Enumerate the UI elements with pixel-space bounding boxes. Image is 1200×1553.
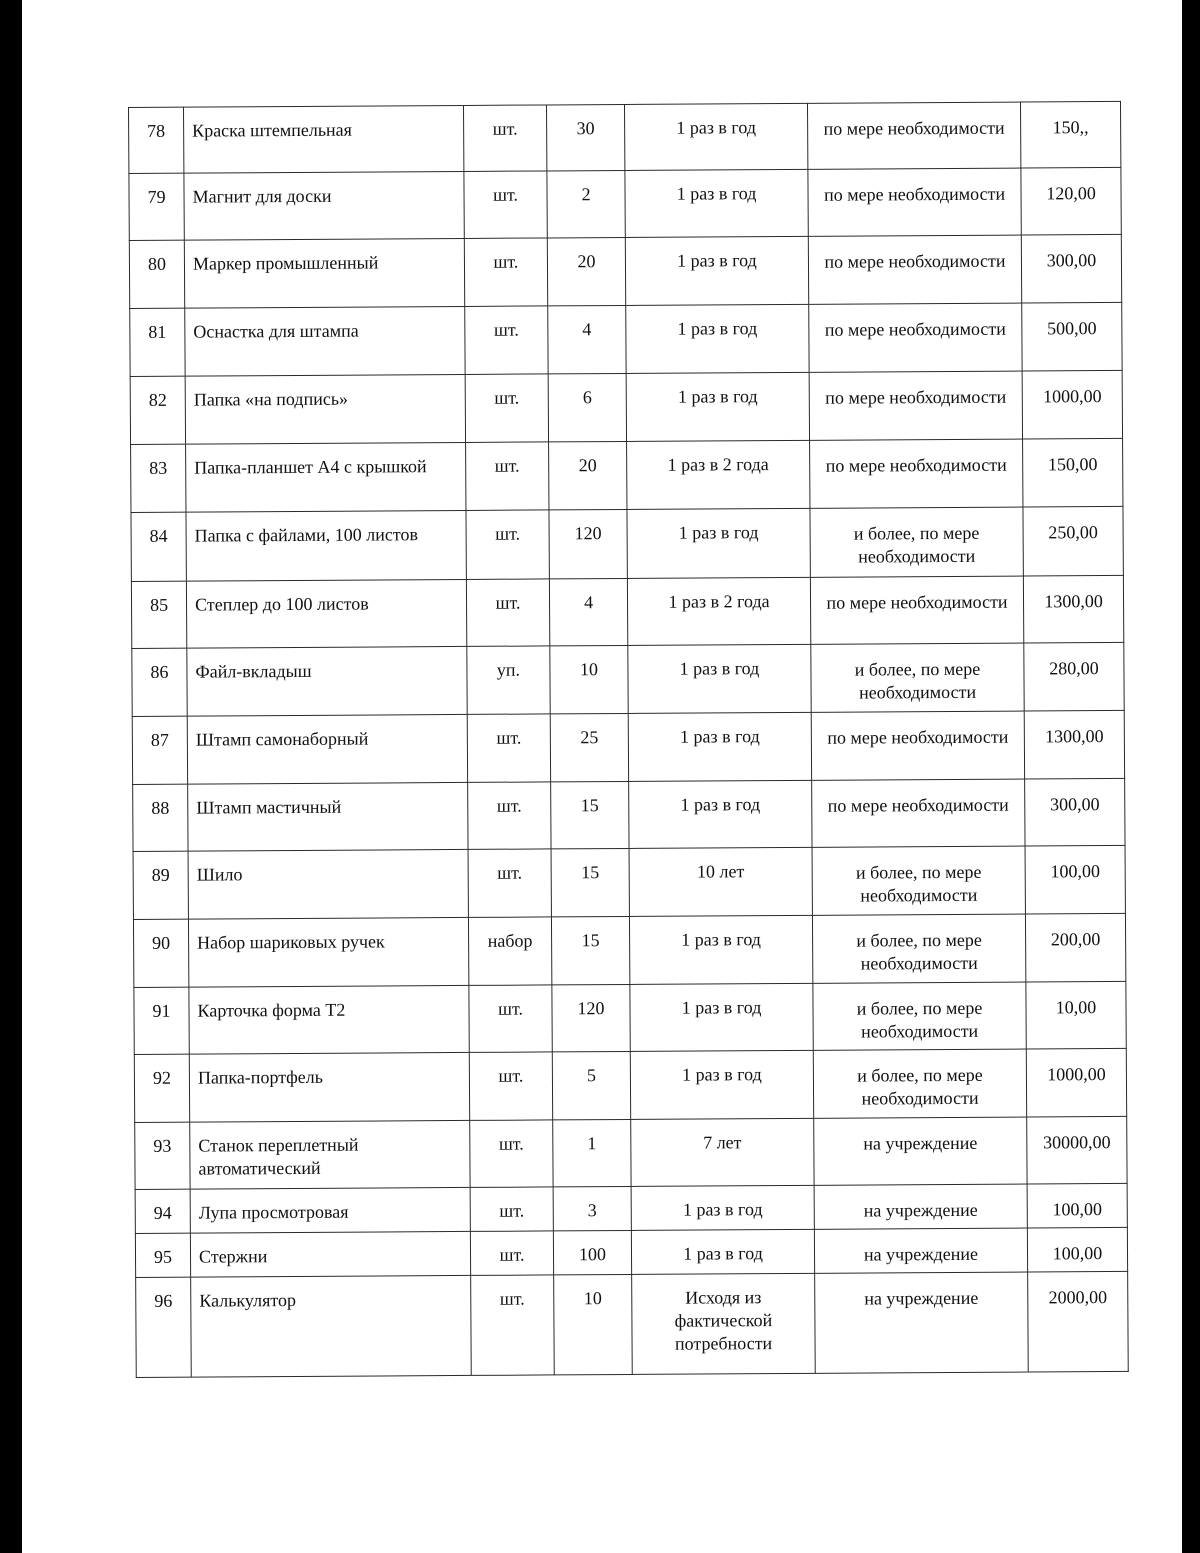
- replacement-period-cell: [627, 440, 810, 509]
- quantity-cell: [553, 1119, 631, 1186]
- price-cell: [1024, 642, 1124, 711]
- unit-cell: [470, 1187, 553, 1232]
- quantity-cell: [551, 781, 629, 848]
- unit-cell-text: шт.: [498, 1065, 524, 1086]
- table-row: [131, 506, 1123, 581]
- item-name-text: Шило: [196, 864, 243, 885]
- replacement-period-cell-text: 1 раз в год: [679, 726, 760, 747]
- table-row: [136, 1271, 1129, 1377]
- item-name: [189, 1052, 469, 1122]
- quantity-cell: [550, 645, 628, 713]
- price-cell: [1025, 913, 1125, 982]
- quantity-cell: [552, 984, 630, 1051]
- price-cell-text: 1300,00: [1045, 726, 1104, 747]
- item-name-text: Калькулятор: [199, 1289, 297, 1311]
- item-name-text: Штамп мастичный: [196, 796, 342, 818]
- quantity-cell: [550, 713, 628, 781]
- item-name: [188, 849, 468, 919]
- quantity-cell-text: 15: [581, 862, 600, 883]
- quantity-cell: [549, 578, 627, 645]
- usage-note-cell: [810, 576, 1023, 644]
- quantity-cell: [548, 305, 626, 373]
- quantity-cell-text: 20: [577, 251, 596, 272]
- usage-note-cell: [815, 1272, 1029, 1373]
- price-cell-text: 100,00: [1052, 1199, 1103, 1220]
- quantity-cell: [554, 1274, 633, 1374]
- row-number: [133, 851, 188, 919]
- table-row: [134, 981, 1126, 1054]
- unit-cell: [466, 579, 549, 647]
- unit-cell: [468, 917, 551, 986]
- item-name: [186, 510, 466, 581]
- price-cell-text: 100,00: [1052, 1243, 1103, 1264]
- unit-cell: [467, 714, 550, 783]
- table-row: [134, 1048, 1126, 1122]
- usage-note-cell-text: на учреждение: [863, 1132, 978, 1154]
- row-number: [134, 987, 189, 1054]
- replacement-period-cell: [630, 1050, 813, 1119]
- usage-note-cell: [810, 439, 1023, 508]
- unit-cell: [468, 849, 551, 918]
- quantity-cell: [551, 848, 629, 916]
- replacement-period-cell-text: 1 раз в год: [676, 183, 757, 204]
- price-cell-text: 120,00: [1046, 183, 1096, 204]
- item-name-text: Папка «на подпись»: [193, 388, 349, 410]
- unit-cell: [467, 646, 550, 715]
- table-row: [135, 1227, 1127, 1277]
- replacement-period-cell: [626, 372, 809, 441]
- usage-note-cell-text: и более, по мере необходимости: [854, 658, 981, 703]
- price-cell: [1025, 845, 1125, 914]
- price-cell-text: 1000,00: [1047, 1064, 1106, 1085]
- usage-note-cell-text: по мере необходимости: [823, 183, 1006, 205]
- item-name-text: Папка с файлами, 100 листов: [194, 524, 419, 546]
- price-cell-text: 300,00: [1046, 250, 1097, 271]
- price-cell: [1023, 575, 1123, 643]
- unit-cell: [463, 105, 546, 172]
- item-name: [190, 1187, 470, 1233]
- replacement-period-cell-text: 1 раз в год: [678, 522, 759, 543]
- row-number: [129, 107, 184, 173]
- usage-note-cell: [807, 102, 1020, 169]
- price-cell-text: 1300,00: [1044, 591, 1103, 612]
- quantity-cell: [546, 104, 624, 170]
- item-name: [188, 782, 468, 851]
- price-cell-text: 250,00: [1048, 522, 1098, 543]
- replacement-period-cell: [631, 1229, 814, 1274]
- row-number-text: 82: [148, 389, 167, 410]
- replacement-period-cell-text: 1 раз в 2 года: [667, 454, 769, 475]
- item-name-text: Папка-портфель: [197, 1066, 323, 1088]
- quantity-cell-text: 5: [586, 1065, 596, 1086]
- table-row: [129, 234, 1121, 308]
- replacement-period-cell-text: 1 раз в год: [679, 658, 760, 679]
- price-cell: [1022, 302, 1122, 371]
- replacement-period-cell-text: 1 раз в год: [682, 1064, 762, 1085]
- unit-cell: [466, 442, 549, 511]
- unit-cell: [471, 1275, 555, 1376]
- table-row: [131, 575, 1123, 648]
- scan-edge-left: [0, 0, 22, 1553]
- unit-cell-text: шт.: [499, 1288, 525, 1309]
- row-number: [129, 240, 184, 308]
- usage-note-cell-text: и более, по мере необходимости: [855, 861, 982, 906]
- replacement-period-cell-text: 1 раз в год: [683, 1243, 763, 1264]
- table-row: [135, 1116, 1127, 1189]
- row-number-text: 84: [149, 525, 168, 546]
- usage-note-cell-text: по мере необходимости: [825, 454, 1007, 476]
- scan-edge-right: [1182, 0, 1200, 1553]
- item-name: [185, 374, 465, 444]
- unit-cell-text: шт.: [499, 1200, 525, 1221]
- item-name: [190, 1231, 470, 1277]
- item-name-text: Стержни: [198, 1246, 268, 1267]
- unit-cell-text: набор: [487, 930, 533, 951]
- item-name-text: Станок переплетный автоматический: [198, 1134, 359, 1179]
- row-number-text: 79: [147, 186, 166, 207]
- item-name-text: Штамп самонаборный: [195, 728, 369, 750]
- quantity-cell-text: 4: [583, 592, 594, 613]
- quantity-cell-text: 120: [574, 523, 602, 544]
- row-number: [130, 376, 185, 444]
- unit-cell-text: шт.: [495, 592, 521, 613]
- item-name: [185, 306, 465, 376]
- table-row: [133, 778, 1125, 851]
- unit-cell-text: шт.: [498, 998, 524, 1019]
- row-number-text: 80: [147, 253, 167, 274]
- replacement-period-cell: [628, 712, 811, 781]
- table-row: [130, 370, 1122, 444]
- quantity-cell-text: 15: [580, 795, 599, 816]
- replacement-period-cell: [629, 847, 812, 916]
- item-name-text: Степлер до 100 листов: [194, 593, 369, 615]
- unit-cell: [469, 1052, 552, 1121]
- row-number-text: 88: [151, 797, 170, 818]
- quantity-cell-text: 10: [579, 659, 599, 680]
- item-name: [184, 238, 464, 308]
- replacement-period-cell: [627, 508, 810, 578]
- usage-note-cell: [813, 982, 1026, 1050]
- replacement-period-cell-text: 10 лет: [696, 861, 745, 882]
- quantity-cell-text: 1: [587, 1133, 597, 1154]
- usage-note-cell: [814, 1228, 1027, 1273]
- item-name-text: Оснастка для штампа: [193, 320, 359, 342]
- usage-note-cell-text: и более, по мере необходимости: [856, 929, 982, 974]
- item-name: [189, 985, 469, 1054]
- usage-note-cell: [814, 1184, 1027, 1229]
- usage-note-cell-text: по мере необходимости: [824, 318, 1006, 340]
- item-name-text: Лупа просмотровая: [198, 1201, 349, 1223]
- usage-note-cell: [814, 1117, 1027, 1185]
- unit-cell-text: шт.: [494, 455, 520, 476]
- quantity-cell-text: 30: [576, 118, 595, 139]
- row-number-text: 78: [147, 120, 166, 141]
- replacement-period-cell-text: 1 раз в год: [680, 794, 761, 815]
- usage-note-cell-text: и более, по мере необходимости: [856, 997, 983, 1042]
- usage-note-cell: [811, 711, 1024, 780]
- price-cell: [1028, 1271, 1129, 1372]
- row-number: [133, 784, 188, 851]
- usage-note-cell-text: на учреждение: [864, 1287, 979, 1309]
- quantity-cell-text: 6: [582, 387, 592, 408]
- price-cell: [1021, 234, 1121, 303]
- item-name: [184, 171, 464, 240]
- quantity-cell: [549, 509, 627, 578]
- usage-note-cell-text: и более, по мере необходимости: [857, 1064, 983, 1109]
- row-number: [135, 1189, 190, 1233]
- row-number: [136, 1277, 192, 1377]
- table-row: [132, 710, 1124, 784]
- unit-cell-text: шт.: [499, 1244, 525, 1265]
- replacement-period-cell: [629, 780, 812, 848]
- quantity-cell-text: 20: [578, 455, 597, 476]
- table-row: [129, 101, 1121, 173]
- quantity-cell-text: 120: [577, 998, 605, 1019]
- usage-note-cell: [808, 168, 1021, 236]
- replacement-period-cell-text: 1 раз в год: [681, 929, 761, 950]
- usage-note-cell-text: по мере необходимости: [824, 250, 1006, 272]
- row-number-text: 94: [153, 1202, 172, 1223]
- unit-cell: [470, 1231, 553, 1276]
- unit-cell: [465, 306, 548, 375]
- replacement-period-cell: [630, 983, 813, 1051]
- row-number-text: 90: [152, 932, 171, 953]
- unit-cell-text: шт.: [496, 727, 522, 748]
- price-cell: [1022, 370, 1122, 439]
- row-number-text: 93: [153, 1135, 172, 1156]
- replacement-period-cell: [627, 577, 810, 645]
- usage-note-cell-text: по мере необходимости: [826, 591, 1008, 613]
- price-cell: [1021, 167, 1121, 235]
- replacement-period-cell: [625, 169, 808, 237]
- item-name-text: Набор шариковых ручек: [197, 931, 385, 953]
- replacement-period-cell: [626, 304, 809, 373]
- price-cell-text: 10,00: [1055, 997, 1097, 1018]
- table-row: [129, 167, 1121, 240]
- item-name: [191, 1275, 472, 1377]
- usage-note-cell: [812, 846, 1025, 915]
- usage-note-cell-text: на учреждение: [863, 1243, 979, 1265]
- replacement-period-cell-text: 1 раз в год: [677, 318, 758, 339]
- unit-cell-text: шт.: [498, 1133, 524, 1154]
- unit-cell-text: шт.: [495, 523, 521, 544]
- unit-cell-text: шт.: [493, 319, 519, 340]
- unit-cell: [468, 782, 551, 850]
- unit-cell-text: шт.: [493, 184, 519, 205]
- price-cell-text: 2000,00: [1048, 1287, 1108, 1308]
- usage-note-cell-text: по мере необходимости: [823, 117, 1005, 139]
- quantity-cell-text: 3: [587, 1200, 597, 1221]
- replacement-period-cell-text: 7 лет: [703, 1132, 742, 1153]
- price-cell: [1025, 778, 1125, 846]
- price-cell: [1023, 438, 1123, 507]
- price-cell: [1020, 101, 1120, 168]
- item-name-text: Краска штемпельная: [192, 119, 352, 141]
- usage-note-cell: [812, 914, 1025, 983]
- usage-note-cell: [813, 1049, 1026, 1118]
- usage-note-cell-text: и более, по мере необходимости: [853, 522, 980, 567]
- price-cell-text: 280,00: [1049, 658, 1099, 679]
- price-cell: [1026, 981, 1126, 1049]
- price-cell-text: 1000,00: [1042, 386, 1102, 407]
- unit-cell: [464, 238, 547, 307]
- unit-cell: [464, 171, 547, 239]
- item-name: [188, 917, 468, 987]
- price-cell-text: 500,00: [1047, 318, 1097, 339]
- replacement-period-cell-text: 1 раз в 2 года: [668, 591, 770, 612]
- replacement-period-cell-text: 1 раз в год: [677, 250, 757, 271]
- quantity-cell: [548, 373, 626, 441]
- usage-note-cell-text: по мере необходимости: [825, 386, 1007, 408]
- quantity-cell-text: 25: [580, 727, 599, 748]
- replacement-period-cell-text: 1 раз в год: [677, 386, 758, 407]
- row-number: [131, 581, 186, 648]
- row-number: [131, 444, 186, 512]
- quantity-cell: [547, 170, 625, 237]
- price-cell: [1027, 1116, 1127, 1184]
- quantity-cell: [551, 916, 629, 984]
- row-number: [132, 716, 187, 784]
- table-body: [129, 101, 1129, 1377]
- row-number: [130, 308, 185, 376]
- row-number-text: 87: [150, 729, 169, 750]
- replacement-period-cell-text: Исходя из фактической потребности: [674, 1287, 773, 1354]
- replacement-period-cell: [624, 103, 807, 170]
- unit-cell: [470, 1120, 553, 1188]
- unit-cell-text: шт.: [494, 387, 520, 408]
- table-row: [131, 438, 1123, 512]
- item-name-text: Магнит для доски: [192, 185, 332, 207]
- row-number-text: 96: [154, 1290, 173, 1311]
- unit-cell: [465, 374, 548, 443]
- price-cell-text: 150,00: [1047, 454, 1098, 475]
- item-name-text: Маркер промышленный: [192, 252, 379, 274]
- usage-note-cell: [812, 779, 1025, 847]
- usage-note-cell-text: по мере необходимости: [827, 794, 1009, 816]
- unit-cell-text: шт.: [496, 795, 522, 816]
- price-cell: [1027, 1227, 1127, 1272]
- price-cell-text: 30000,00: [1043, 1132, 1111, 1153]
- unit-cell: [466, 510, 549, 580]
- usage-note-cell: [808, 235, 1021, 304]
- quantity-cell: [549, 441, 627, 509]
- unit-cell-text: уп.: [496, 659, 521, 680]
- unit-cell-text: шт.: [497, 862, 523, 883]
- row-number-text: 91: [152, 1000, 171, 1021]
- quantity-cell-text: 2: [581, 184, 591, 205]
- row-number: [131, 512, 186, 581]
- quantity-cell-text: 15: [581, 930, 600, 951]
- price-cell-text: 300,00: [1049, 794, 1100, 815]
- row-number: [134, 1054, 189, 1122]
- row-number: [135, 1233, 190, 1277]
- row-number-text: 89: [151, 864, 170, 885]
- replacement-period-cell: [631, 1118, 814, 1186]
- price-cell: [1027, 1183, 1127, 1228]
- quantity-cell: [552, 1051, 630, 1119]
- item-name-text: Файл-вкладыш: [195, 660, 312, 682]
- item-name-text: Папка-планшет А4 с крышкой: [194, 456, 427, 478]
- quantity-cell: [547, 237, 625, 305]
- item-name: [187, 646, 467, 716]
- quantity-cell-text: 10: [583, 1288, 602, 1309]
- usage-note-cell: [809, 371, 1022, 440]
- replacement-period-cell-text: 1 раз в год: [681, 997, 762, 1018]
- supplies-table: [128, 101, 1129, 1378]
- row-number: [135, 1122, 190, 1189]
- row-number-text: 83: [149, 457, 168, 478]
- item-name: [186, 579, 466, 648]
- row-number-text: 85: [149, 594, 169, 615]
- quantity-cell: [553, 1186, 631, 1230]
- replacement-period-cell: [625, 236, 808, 305]
- replacement-period-cell-text: 1 раз в год: [676, 117, 757, 138]
- usage-note-cell-text: по мере необходимости: [827, 726, 1009, 748]
- unit-cell: [469, 985, 552, 1053]
- table-row: [132, 642, 1124, 716]
- table-row: [133, 845, 1125, 919]
- unit-cell-text: шт.: [493, 251, 519, 272]
- row-number: [133, 919, 188, 987]
- price-cell-text: 200,00: [1050, 929, 1101, 950]
- row-number-text: 86: [150, 661, 169, 682]
- row-number: [132, 648, 187, 716]
- price-cell: [1023, 506, 1123, 576]
- row-number-text: 81: [148, 321, 167, 342]
- table-row: [130, 302, 1122, 376]
- usage-note-cell: [810, 507, 1023, 577]
- item-name: [187, 714, 467, 784]
- quantity-cell: [553, 1230, 631, 1274]
- price-cell-text: 150,,: [1052, 117, 1089, 138]
- item-name-text: Карточка форма Т2: [197, 999, 346, 1021]
- replacement-period-cell: [628, 644, 811, 713]
- price-cell-text: 100,00: [1050, 861, 1100, 882]
- table-row: [135, 1183, 1127, 1233]
- replacement-period-cell: [632, 1273, 816, 1374]
- usage-note-cell-text: на учреждение: [863, 1199, 978, 1221]
- quantity-cell-text: 100: [578, 1244, 607, 1265]
- quantity-cell-text: 4: [582, 319, 592, 340]
- usage-note-cell: [811, 643, 1024, 712]
- row-number-text: 92: [152, 1067, 171, 1088]
- row-number-text: 95: [153, 1246, 173, 1267]
- price-cell: [1026, 1048, 1126, 1117]
- item-name: [190, 1120, 470, 1189]
- replacement-period-cell-text: 1 раз в год: [682, 1199, 763, 1220]
- replacement-period-cell: [629, 915, 812, 984]
- item-name: [184, 105, 464, 173]
- item-name: [186, 442, 466, 512]
- unit-cell-text: шт.: [492, 118, 518, 139]
- replacement-period-cell: [631, 1185, 814, 1230]
- document-page: [128, 107, 1121, 1378]
- table-row: [133, 913, 1125, 987]
- row-number: [129, 173, 184, 240]
- usage-note-cell: [809, 303, 1022, 372]
- price-cell: [1024, 710, 1124, 779]
